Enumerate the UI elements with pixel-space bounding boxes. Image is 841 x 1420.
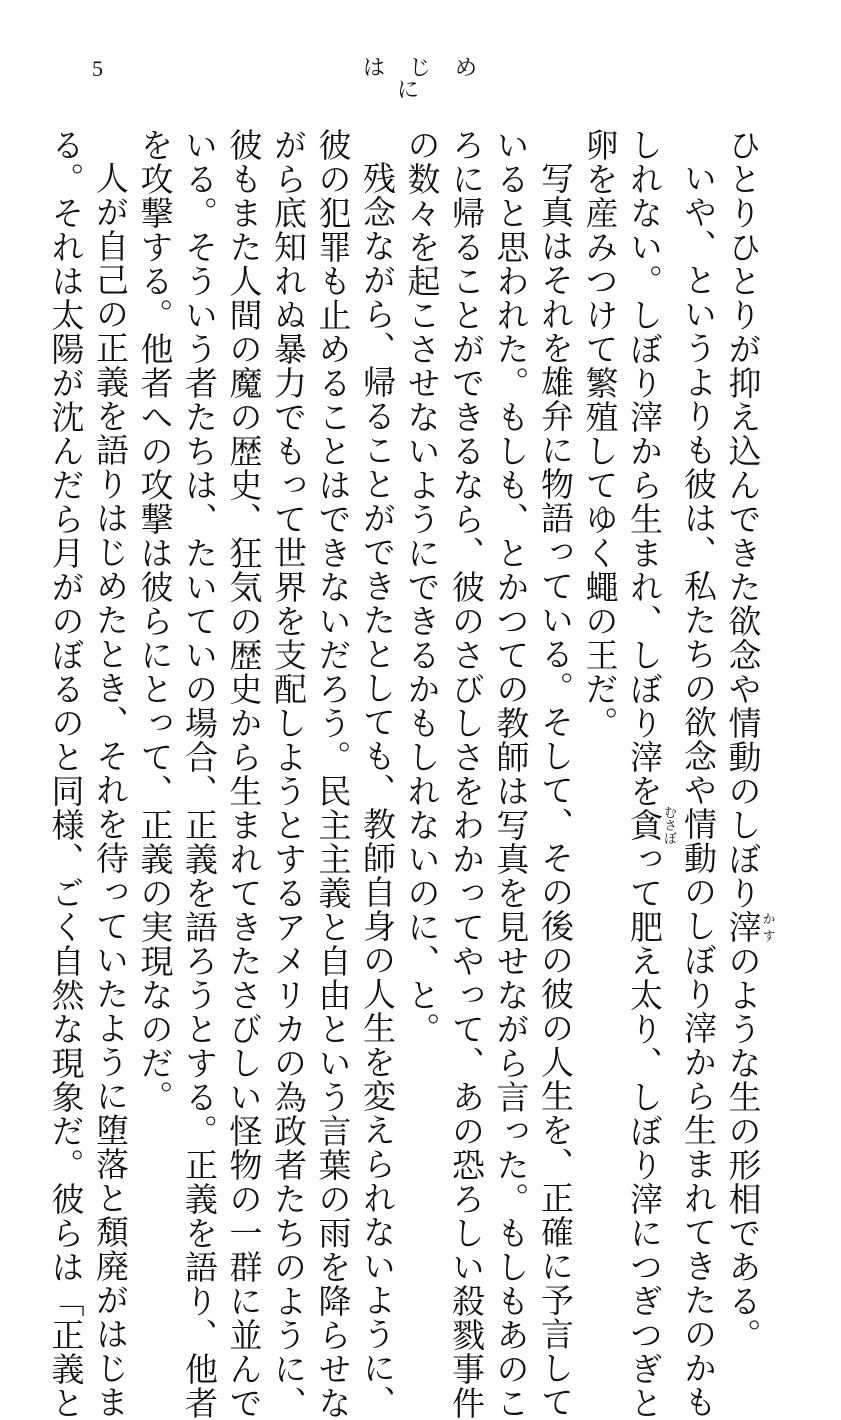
text-line: 写真はそれを雄弁に物語っている。そして、その後の彼の人生を、正確に予言して [536, 161, 575, 1419]
text-line: 卵を産みつけて繁殖してゆく蠅の王だ。 [580, 128, 620, 740]
text-line: 残念ながら、帰ることができたとしても、教師自身の人生を変えられないように、 [358, 161, 397, 1419]
text-line: 彼の犯罪も止めることはできないだろう。民主主義と自由という言葉の雨を降らせな [313, 128, 353, 1420]
text-line: る。それは太陽が沈んだら月がのぼるのと同様、ごく自然な現象だ。彼らは「正義と [46, 128, 86, 1420]
text-line: しれない。しぼり滓から生まれ、しぼり滓を貪むさぼって肥え太り、しぼり滓につぎつぎと [625, 128, 676, 1420]
text-line: を攻撃する。他者への攻撃は彼らにとって、正義の実現なのだ。 [135, 128, 175, 1114]
running-head: はじめに [362, 56, 501, 103]
text-line: 彼もまた人間の魔の歴史、狂気の歴史から生まれてきたさびしい怪物の一群に並んで [224, 128, 264, 1420]
text-line: ひとりひとりが抑え込んできた欲念や情動のしぼり滓かすのような生の形相である。 [723, 128, 775, 1352]
text-line: いると思われた。もしも、とかつての教師は写真を見せながら言った。もしもあのこ [491, 128, 531, 1420]
ruby-annotation: 貪むさぼ [625, 805, 676, 845]
text-line: いや、というよりも彼は、私たちの欲念や情動のしぼり滓から生まれてきたのかも [679, 161, 718, 1419]
text-line: ろに帰ることができるなら、彼のさびしさをわかってやって、あの恐ろしい殺戮事件 [447, 128, 486, 1420]
body-text [46, 128, 775, 1420]
page-number: 5 [92, 56, 103, 81]
text-line: がら底知れぬ暴力でもって世界を支配しようとするアメリカの為政者たちのように、 [269, 128, 308, 1420]
text-line: の数々を起こさせないようにできるかもしれないのに、と。 [402, 128, 442, 1046]
text-line: 人が自己の正義を語りはじめたとき、それを待っていたように堕落と頽廃がはじま [91, 161, 130, 1419]
ruby-annotation: 滓かす [723, 910, 775, 944]
text-line: いる。そういう者たちは、たいていの場合、正義を語ろうとする。正義を語り、他者 [180, 128, 219, 1420]
